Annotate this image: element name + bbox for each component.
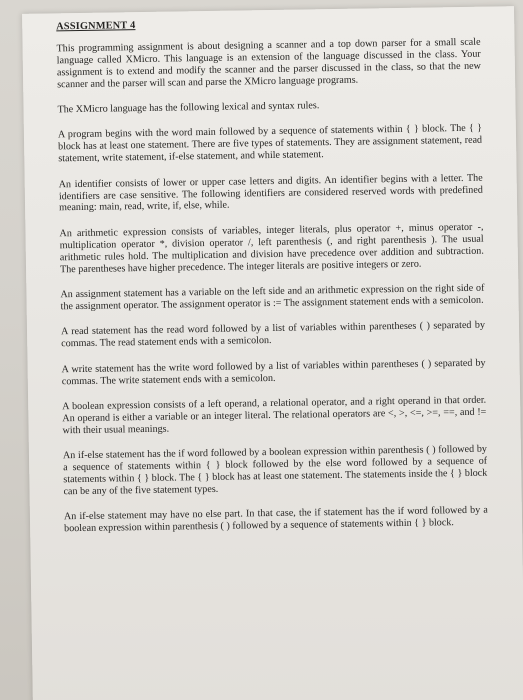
paragraph-program: A program begins with the word main followed by a sequence of statements within { } block. The { } block has at least one statement. There are five types of statements. They are assignment statement, read statement, write statement, if-else statement, and while statement.	[57, 123, 483, 165]
paragraph-boolean: A boolean expression consists of a left operand, a relational operator, and a right operand in that order. An operand is either a variable or an integer literal. The relational operators are <, >, <=, >=, ==, and != with their usual meanings.	[62, 394, 487, 437]
paragraph-write: A write statement has the write word followed by a list of variables within parentheses ( ) separated by commas. The write statement ends with a semicolon.	[61, 357, 486, 387]
paper-sheet	[22, 6, 523, 700]
assignment-text	[56, 15, 488, 549]
paragraph-rules-heading: The XMicro language has the following lexical and syntax rules.	[57, 100, 320, 116]
paragraph-arithmetic: An arithmetic expression consists of variables, integer literals, plus operator +, minus operator -, multiplication operator *, division operator /, left parenthesis (, and right parenthesis ). The usual arithmetic rules hold. The multiplication and division have precedence over addition and subtraction. The parentheses have higher precedence. The integer literals are positive integers or zero.	[59, 221, 484, 275]
paragraph-intro: This programming assignment is about designing a scanner and a top down parser for a small scale language called XMicro. This language is an extension of the language discussed in the class. Your assignment is to extend and modify the scanner and the parser discussed in the class, so that the new scanner and the parser will scan and parse the XMicro language programs.	[56, 36, 481, 90]
paragraph-identifier: An identifier consists of lower or upper case letters and digits. An identifier begins with a letter. The identifiers are case sensitive. The following identifiers are considered reserved words with predefined meaning: main, read, write, if, else, while.	[58, 172, 483, 214]
paragraph-assignment: An assignment statement has a variable on the left side and an arithmetic expression on the right side of the assignment operator. The assignment operator is := The assignment statement ends with a semicolon.	[60, 282, 485, 313]
assignment-title: ASSIGNMENT 4	[56, 20, 136, 33]
paragraph-if-else: An if-else statement has the if word followed by a boolean expression within parenthesis ( ) followed by a sequence of statements within { } block followed by the else word followed by a sequence of statements within { } block. The { } block has at least one statement. The statements inside the { } block can be any of the five statement types.	[62, 443, 488, 498]
paragraph-if-no-else: An if-else statement may have no else part. In that case, the if statement has the if word followed by a boolean expression within parenthesis ( ) followed by a sequence of statements within { } block.	[63, 504, 488, 535]
paragraph-read: A read statement has the read word followed by a list of variables within parentheses ( ) separated by commas. The read statement ends with a semicolon.	[60, 319, 486, 350]
